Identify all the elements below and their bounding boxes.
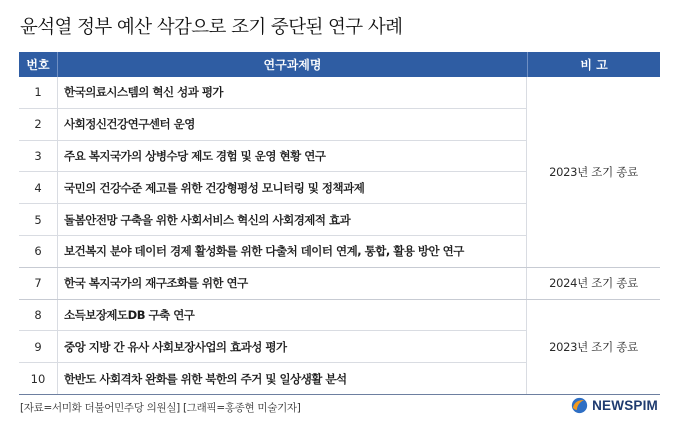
table-row [19,268,526,299]
row-title: 주요 복지국가의 상병수당 제도 경험 및 운영 현황 연구 [64,148,326,163]
newspim-logo [571,397,658,414]
table-row [19,300,526,331]
row-title: 한국 복지국가의 재구조화를 위한 연구 [64,276,248,291]
row-title: 돌봄안전망 구축을 위한 사회서비스 혁신의 사회경제적 효과 [64,212,351,227]
header-title: 연구과제명 [57,52,527,77]
group-rows [19,77,526,267]
table-row [19,235,526,267]
row-title: 소득보장제도DB 구축 연구 [64,307,195,322]
table-group [19,77,660,267]
table-body [19,77,660,394]
row-number: 10 [19,363,58,394]
group-note: 2023년 조기 종료 [526,77,660,267]
group-rows [19,268,526,299]
group-note: 2024년 조기 종료 [526,268,660,299]
row-number: 4 [19,172,58,203]
row-title: 중앙 지방 간 유사 사회보장사업의 효과성 평가 [64,339,287,354]
row-number: 1 [19,77,58,108]
table-group [19,299,660,394]
row-number: 2 [19,109,58,140]
table-row [19,140,526,172]
table-row [19,171,526,203]
header-note: 비 고 [527,52,660,77]
row-number: 6 [19,236,58,267]
research-table [19,52,660,395]
row-title: 한반도 사회격차 완화를 위한 북한의 주거 및 일상생활 분석 [64,371,347,386]
table-row [19,108,526,140]
row-number: 5 [19,204,58,235]
row-number: 9 [19,331,58,362]
row-title: 사회정신건강연구센터 운영 [64,117,195,132]
group-note: 2023년 조기 종료 [526,300,660,394]
group-rows [19,300,526,394]
table-row [19,330,526,362]
table-row [19,77,526,108]
table-row [19,203,526,235]
table-header [19,52,660,77]
row-number: 7 [19,268,58,299]
row-title: 한국의료시스템의 혁신 성과 평가 [64,85,224,100]
header-number: 번호 [26,58,50,72]
table-row [19,362,526,394]
row-title: 보건복지 분야 데이터 경제 활성화를 위한 다출처 데이터 연계, 통합, 활용 방안 연구 [64,244,464,259]
logo-text: NEWSPIM [592,398,658,413]
table-group [19,267,660,299]
row-number: 8 [19,300,58,331]
row-number: 3 [19,141,58,172]
page-title: 윤석열 정부 예산 삭감으로 조기 중단된 연구 사례 [20,17,403,38]
row-title: 국민의 건강수준 제고를 위한 건강형평성 모니터링 및 정책과제 [64,180,365,195]
newspim-logo-icon [571,397,588,414]
source-caption: [자료=서미화 더불어민주당 의원실] [그래픽=홍종현 미술기자] [20,402,301,414]
